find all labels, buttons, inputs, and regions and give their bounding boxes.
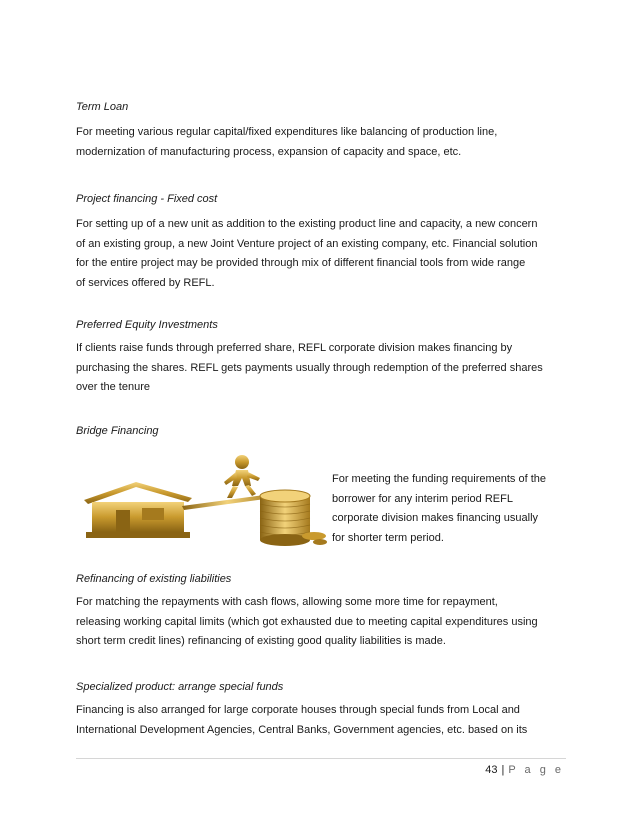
text-line: International Development Agencies, Central Banks, Government agencies, etc. based on its (76, 723, 528, 736)
text-line: For matching the repayments with cash flows, allowing some more time for repayment, (76, 596, 498, 608)
heading-project-financing: Project financing - Fixed cost (76, 193, 218, 205)
text-line: modernization of manufacturing process, expansion of capacity and space, etc. (76, 145, 462, 158)
text-line: of services offered by REFL. (76, 276, 215, 289)
text-line: borrower for any interim period REFL (332, 492, 513, 505)
house-icon (84, 482, 192, 538)
footer-divider (76, 758, 566, 759)
text-line: of an existing group, a new Joint Venture project of an existing company, etc. Financial solution (76, 237, 538, 250)
page-number: 43 (485, 764, 498, 776)
heading-preferred-equity: Preferred Equity Investments (76, 319, 218, 331)
paragraph-specialized-product (76, 701, 566, 740)
text-line: for shorter term period. (332, 531, 444, 544)
text-line: For meeting the funding requirements of the (332, 473, 547, 485)
page-label: P a g e (508, 764, 564, 776)
heading-term-loan: Term Loan (76, 101, 129, 113)
bridge-financing-illustration (76, 452, 328, 552)
coin-stack-icon (260, 490, 327, 546)
text-line: Financing is also arranged for large corporate houses through special funds from Local and (76, 704, 520, 716)
paragraph-refinancing (76, 593, 566, 652)
bridge-plank-icon (182, 494, 273, 510)
page-footer (485, 763, 564, 777)
person-icon (224, 455, 260, 498)
heading-bridge-financing: Bridge Financing (76, 425, 159, 437)
text-line: short term credit lines) refinancing of existing good quality liabilities is made. (76, 635, 446, 647)
text-line: releasing working capital limits (which got exhausted due to meeting capital expenditures using (76, 615, 538, 628)
text-line: for the entire project may be provided through mix of different financial tools from wide range (76, 257, 526, 269)
text-line: corporate division makes financing usually (332, 512, 539, 524)
text-line: For meeting various regular capital/fixed expenditures like balancing of production line, (76, 126, 498, 138)
paragraph-project-financing (76, 215, 566, 293)
text-line: For setting up of a new unit as addition to the existing product line and capacity, a new concern (76, 218, 538, 230)
text-line: purchasing the shares. REFL gets payments usually through redemption of the preferred shares (76, 361, 543, 374)
heading-specialized-product: Specialized product: arrange special funds (76, 681, 284, 693)
footer-separator: | (501, 764, 505, 776)
text-line: over the tenure (76, 381, 150, 393)
paragraph-term-loan (76, 123, 566, 162)
paragraph-preferred-equity (76, 339, 566, 398)
text-line: If clients raise funds through preferred share, REFL corporate division makes financing by (76, 342, 513, 354)
heading-refinancing: Refinancing of existing liabilities (76, 573, 232, 585)
paragraph-bridge-financing (332, 470, 572, 548)
